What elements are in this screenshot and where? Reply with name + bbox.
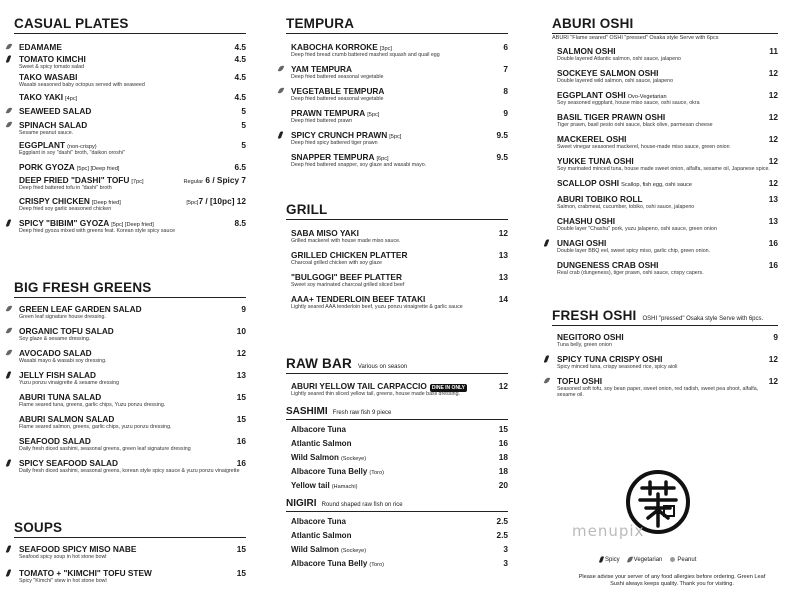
sashimi-item: Albacore Tuna Belly (Toro) 18 xyxy=(291,466,508,476)
divider xyxy=(14,537,246,538)
menu-item-kabocha-korroke: KABOCHA KORROKE [3pc] 6 Deep fried bread crumb battered mashed squash and quail egg xyxy=(291,42,508,58)
menu-item-scallop-oshi: SCALLOP OSHI Scallop, fish egg, oshi sauce 12 xyxy=(557,178,778,188)
spicy-icon xyxy=(7,55,10,63)
divider xyxy=(14,297,246,298)
menu-item-eggplant-oshi: EGGPLANT OSHI Ovo-Vegetarian 12 Soy seasoned eggplant, house miso sauce, oshi sauce, okra xyxy=(557,90,778,106)
menu-item-yukke-tuna-oshi: YUKKE TUNA OSHI 12 Soy marinated minced tuna, house made sweet onion, alfalfa, sesame oil, Japanese spice. xyxy=(557,156,778,172)
peanut-icon xyxy=(670,557,675,562)
vegetarian-icon xyxy=(7,121,11,128)
dine-in-only-badge: DINE IN ONLY xyxy=(431,385,465,391)
menu-item-aburi-salmon-salad: ABURI SALMON SALAD 15 Flame seared salmon, greens, garlic chips, yuzu ponzu dressing. xyxy=(19,414,246,430)
menu-item-yam-tempura: YAM TEMPURA 7 Deep fried battered seasonal vegetable xyxy=(286,64,508,86)
nigiri-subtitle: NIGIRI Round shaped raw fish on rice xyxy=(286,498,403,509)
menu-item-negitoro-oshi: NEGITORO OSHI 9 Tuna belly, green onion xyxy=(557,332,778,348)
spicy-icon xyxy=(7,569,10,577)
sashimi-item: Atlantic Salmon 16 xyxy=(291,438,508,448)
menu-item-pork-gyoza: PORK GYOZA [5pc] [Deep fried] 6.5 xyxy=(19,162,246,172)
legend-vegetarian: Vegetarian xyxy=(628,556,663,563)
divider xyxy=(286,511,508,512)
divider xyxy=(286,419,508,420)
vegetarian-icon xyxy=(7,327,11,334)
section-subtitle: ABURI "Flame seared" OSHI "pressed" Osaka style Serve with 6pcs xyxy=(552,35,719,41)
divider xyxy=(286,219,508,220)
raw-bar-section xyxy=(286,356,508,572)
legend-spicy: Spicy xyxy=(600,556,620,563)
menu-item-vegetable-tempura: VEGETABLE TEMPURA 8 Deep fried battered seasonal vegetable xyxy=(286,86,508,108)
section-title: SOUPS xyxy=(14,520,63,535)
big-fresh-greens-section xyxy=(14,280,246,486)
soups-section xyxy=(14,520,246,592)
divider xyxy=(552,33,778,34)
section-title: CASUAL PLATES xyxy=(14,16,129,31)
sashimi-item: Albacore Tuna 15 xyxy=(291,424,508,434)
section-title: BIG FRESH GREENS xyxy=(14,280,152,295)
vegetarian-icon xyxy=(279,65,283,72)
spicy-icon xyxy=(7,545,10,553)
menu-item-spicy-miso-nabe: SEAFOOD SPICY MISO NABE 15 Seafood spicy soup in hot stone bowl xyxy=(14,544,246,568)
sashimi-subtitle: SASHIMI Fresh raw fish 9 piece xyxy=(286,406,392,417)
menu-item-avocado-salad: AVOCADO SALAD 12 Wasabi mayo & wasabi soy dressing. xyxy=(14,348,246,370)
grill-section xyxy=(286,202,508,316)
menu-item-yellow-tail-carpaccio: ABURI YELLOW TAIL CARPACCIO DINE IN ONLY 12 Lightly seared thin sliced yellow tail, greens, house made basil dressing. xyxy=(291,381,508,397)
spicy-icon xyxy=(599,556,604,564)
menu-item-basil-prawn-oshi: BASIL TIGER PRAWN OSHI 12 Tiger prawn, basil pesto oshi sauce, black olive, parmesan cheese xyxy=(557,112,778,128)
menu-item-seaweed-salad: SEAWEED SALAD 5 xyxy=(14,106,246,120)
menu-item-unagi-oshi: UNAGI OSHI 16 Double layer BBQ eel, sweet spicy miso, garlic chip, green onion. xyxy=(552,238,778,260)
divider xyxy=(552,325,778,326)
menu-item-tomato-kimchi: TOMATO KIMCHI 4.5 Sweet & spicy tomato salad xyxy=(14,54,246,72)
menu-item-edamame: EDAMAME 4.5 xyxy=(14,42,246,54)
menu-item-tako-yaki: TAKO YAKI [4pc] 4.5 xyxy=(19,92,246,102)
spicy-icon xyxy=(7,371,10,379)
vegetarian-icon xyxy=(7,43,11,50)
menu-item-snapper-tempura: SNAPPER TEMPURA [6pc] 9.5 Deep fried battered snapper, soy glaze and wasabi mayo. xyxy=(291,152,508,168)
menu-item-sockeye-oshi: SOCKEYE SALMON OSHI 12 Double layered wild salmon, oshi sauce, jalapeno xyxy=(557,68,778,84)
menu-item-spicy-seafood-salad: SPICY SEAFOOD SALAD 16 Daily fresh diced sashimi, seasonal greens, korean style spicy sauce & yuzu ponzu vinaigrette xyxy=(14,458,246,486)
vegetarian-icon xyxy=(7,305,11,312)
section-title: FRESH OSHI OSHI "pressed" Osaka style Serve with 6pcs. xyxy=(552,308,764,323)
legend xyxy=(600,556,696,563)
nigiri-item: Albacore Tuna 2.5 xyxy=(291,516,508,526)
menu-item-organic-tofu-salad: ORGANIC TOFU SALAD 10 Soy glaze & sesame dressing. xyxy=(14,326,246,348)
spicy-icon xyxy=(7,219,10,227)
divider xyxy=(286,33,508,34)
menu-item-bibim-gyoza: SPICY "BIBIM" GYOZA [5pc] [Deep fried] 8.5 Deep fried gyoza mixed with greens feat. Korean style spicy sauce xyxy=(14,218,246,238)
menu-item-kimchi-tofu-stew: TOMATO + "KIMCHI" TOFU STEW 15 Spicy "Kimchi" stew in hot stone bowl xyxy=(14,568,246,592)
divider xyxy=(286,373,508,374)
vegetarian-icon xyxy=(7,107,11,114)
menupix-watermark: menupix xyxy=(572,522,645,540)
menu-item-garden-salad: GREEN LEAF GARDEN SALAD 9 Green leaf signature house dressing. xyxy=(14,304,246,326)
menu-item-jelly-fish-salad: JELLY FISH SALAD 13 Yuzu ponzu vinaigrette & sesame dressing xyxy=(14,370,246,392)
menu-item-dashi-tofu: DEEP FRIED "DASHI" TOFU [7pc] Regular 6 / Spicy 7 Deep fried battered tofu in "dashi" broth xyxy=(19,175,246,191)
nigiri-item: Wild Salmon (Sockeye) 3 xyxy=(291,544,508,554)
allergy-note: Please advise your server of any food allergies before ordering. Green Leaf Sushi always keeps quality. Thank you for visiting. xyxy=(578,574,766,587)
menu-item-seafood-salad: SEAFOOD SALAD 16 Daily fresh diced sashimi, seasonal greens, green leaf signature dressing xyxy=(19,436,246,452)
menu-item-tofu-oshi: TOFU OSHI 12 Seasoned soft tofu, soy bean paper, sweet onion, red radish, sweet pea shoot, alfalfa, sesame oil. xyxy=(552,376,778,406)
menu-item-chashu-oshi: CHASHU OSHI 13 Double layer "Chashu" pork, yuzu jalapeno, oshi sauce, green onion xyxy=(557,216,778,232)
aburi-oshi-section xyxy=(552,16,778,282)
menu-item-salmon-oshi: SALMON OSHI 11 Double layered Atlantic salmon, oshi sauce, jalapeno xyxy=(557,46,778,62)
tempura-section xyxy=(286,16,508,174)
spicy-icon xyxy=(545,239,548,247)
section-title: RAW BAR Various on season xyxy=(286,356,408,371)
spicy-icon xyxy=(7,459,10,467)
fresh-oshi-section xyxy=(552,308,778,406)
menu-item-spinach-salad: SPINACH SALAD 5 Sesame peanut sauce. xyxy=(14,120,246,140)
vegetarian-icon xyxy=(545,377,549,384)
vegetarian-icon xyxy=(627,556,633,564)
legend-peanut: Peanut xyxy=(670,557,696,563)
menu-item-crispy-chicken: CRISPY CHICKEN [Deep fried] [5pc]7 / [10pc] 12 Deep fried soy garlic seasoned chicken xyxy=(19,196,246,212)
nigiri-item: Atlantic Salmon 2.5 xyxy=(291,530,508,540)
section-title: TEMPURA xyxy=(286,16,355,31)
casual-plates-section xyxy=(14,16,246,238)
vegetarian-icon xyxy=(279,87,283,94)
sashimi-item: Yellow tail (Hamachi) 20 xyxy=(291,480,508,490)
menu-item-dungeness-crab-oshi: DUNGENESS CRAB OSHI 16 Real crab (dungeness), tiger prawn, oshi sauce, crispy capers. xyxy=(557,260,778,276)
section-title: ABURI OSHI xyxy=(552,16,634,31)
divider xyxy=(14,33,246,34)
menu-item-grilled-chicken: GRILLED CHICKEN PLATTER 13 Charcoal grilled chicken with soy glaze xyxy=(291,250,508,266)
menu-item-aburi-tuna-salad: ABURI TUNA SALAD 15 Flame seared tuna, greens, garlic chips, Yuzu ponzu dressing. xyxy=(19,392,246,408)
spicy-icon xyxy=(545,355,548,363)
nigiri-item: Albacore Tuna Belly (Toro) 3 xyxy=(291,558,508,568)
menu-item-spicy-crunch-prawn: SPICY CRUNCH PRAWN [5pc] 9.5 Deep fried spicy battered tiger prawn xyxy=(286,130,508,152)
menu-item-beef-tataki: AAA+ TENDERLOIN BEEF TATAKI 14 Lightly seared AAA tenderloin beef, yuzu ponzu vinaigrette & garlic sauce xyxy=(291,294,508,310)
section-title: GRILL xyxy=(286,202,328,217)
spicy-icon xyxy=(279,131,282,139)
menu-item-prawn-tempura: PRAWN TEMPURA [5pc] 9 Deep fried battered prawn xyxy=(291,108,508,124)
vegetarian-icon xyxy=(7,349,11,356)
menu-item-spicy-tuna-crispy-oshi: SPICY TUNA CRISPY OSHI 12 Spicy minced tuna, crispy seasoned rice, spicy aioli xyxy=(552,354,778,376)
menu-item-eggplant: EGGPLANT (non-crispy) 5 Eggplant in soy "dashi" broth, "daikon oroshi" xyxy=(19,140,246,156)
menu-item-tobiko-roll: ABURI TOBIKO ROLL 13 Salmon, crabmeat, cucumber, tobiko, oshi sauce, jalapeno xyxy=(557,194,778,210)
menu-item-bulgogi-beef: "BULGOGI" BEEF PLATTER 13 Sweet soy marinated charcoal grilled sliced beef xyxy=(291,272,508,288)
sashimi-item: Wild Salmon (Sockeye) 18 xyxy=(291,452,508,462)
menu-item-mackerel-oshi: MACKEREL OSHI 12 Sweet vinegar seasoned mackerel, house-made miso sauce, green onion xyxy=(557,134,778,150)
menu-item-tako-wasabi: TAKO WASABI 4.5 Wasabi seasoned baby octopus served with seaweed xyxy=(19,72,246,88)
menu-item-saba-miso-yaki: SABA MISO YAKI 12 Grilled mackerel with house made miso sauce. xyxy=(291,228,508,244)
